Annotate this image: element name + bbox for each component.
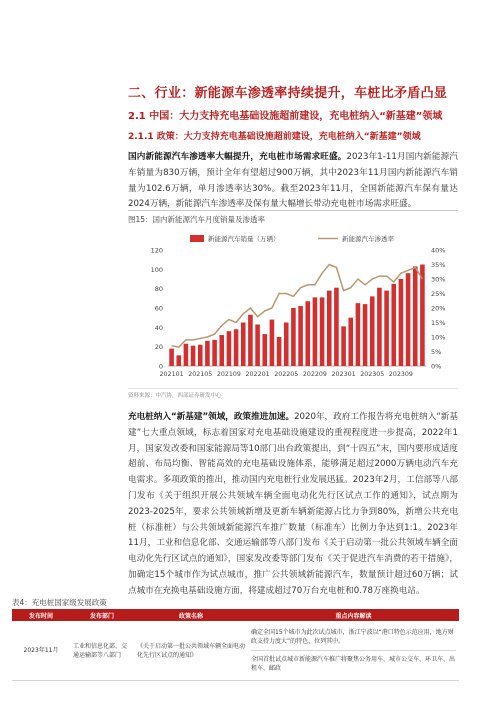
y-left-tick-label: 40 [154,323,163,332]
sales-bar [298,306,303,366]
point-item: 全国首批试点城市新能源汽车推广将聚焦公务用车、城市公交车、环卫车、出租车、邮政 [251,656,456,672]
sales-bar [169,349,174,366]
sales-bar [212,340,217,366]
sales-bar [262,334,267,366]
table-title: 表4：充电桩国家级发展政策 [12,598,107,607]
y-left-tick-label: 100 [150,265,163,274]
y-right-tick-label: 35% [431,261,446,269]
figure-title: 图15：国内新能源汽车月度销量及渗透率 [128,210,458,225]
section-heading: 二、行业：新能源车渗透率持续提升，车桩比矛盾凸显 [128,86,448,101]
sales-bar [284,323,289,367]
header-policy: 政策名称 [134,609,248,621]
paragraph-policy-body: 2020年，政府工作报告将充电桩纳入“新基建”七大重点领域，标志着国家对充电基础设施建设的重视程度进一步提高，2022年1月，国家发改委和国家能源局等10部门出台政策提出，到“十四五”末，国内要形成适度超前、布局均衡、智能高效的充电基础设施体系，能够满足超过2000万辆电动汽车充电需求。多项政策的推出，推动国内充电桩行业发展迅猛。2023年2月，工信部等八部门发布《关于组织开展公共领域车辆全面电动化先行区试点工作的通知》，试点期为2023-2025年，要求公共领域新增及更新车辆新能源占比力争到80%，新增公共充电桩（标准桩）与公共领域新能源汽车推广数量（标准车）比例力争达到1:1。2023年11月，工业和信息化部、交通运输部等八部门发布《关于启动第一批公共领域车辆全面电动化先行区试点的通知》，国家发改委等部门发布《关于促进汽车消费的若干措施》，加确定15个城市作为试点城市，推广公共领域新能源汽车，数量预计超过60万辆；试点城市在充换电基础设施方面，将建成超过70万台充电桩和0.78万座换电站。 [128,412,458,596]
x-tick-label: 202101 [159,371,184,378]
y-left-tick-label: 120 [150,246,163,255]
sales-bar [241,323,246,367]
sales-bar [176,355,181,366]
x-tick-label: 202209 [302,371,327,378]
sales-bar [227,331,232,366]
paragraph-sales-body: 2023年1-11月国内新能源汽车销量为830万辆，预计全年有望超过900万辆，其中2023年11月国内新能源汽车销量为102.6万辆，单月渗透率达30%。截至2023年11月，全国新能源汽车保有量达2024万辆，新能源汽车渗透率及保有量大幅增长带动充电桩市场需求旺盛。 [128,152,458,210]
sales-bar [291,308,296,366]
sales-bar [327,291,332,366]
x-tick-label: 202205 [274,371,299,378]
sales-bar [348,318,353,366]
table-row [12,621,459,681]
x-tick-label: 202309 [388,371,413,378]
sales-bar [384,291,389,366]
policy-table [12,609,459,681]
header-points: 重点内容解读 [248,609,459,621]
sales-bar [334,288,339,366]
subsection-heading: 2.1 中国：大力支持充电基础设施超前建设，充电桩纳入“新基建”领域 [128,111,443,122]
sales-bar [255,324,260,366]
legend-label-penetration: 新能源汽车渗透率 [342,235,394,243]
y-right-tick-label: 20% [431,304,446,313]
paragraph-sales-lead: 国内新能源汽车渗透率大幅提升，充电桩市场需求旺盛。 [128,152,347,162]
sales-bar [320,297,325,366]
cell-policy: 《关于启动第一批公共领域车辆全面电动化先行区试点的通知》 [134,621,248,681]
cell-date: 2023年11月 [12,621,70,681]
y-right-tick-label: 25% [431,290,446,298]
x-tick-label: 202201 [245,371,270,378]
sales-bar [234,329,239,366]
sales-bar [356,303,361,366]
sales-bar [341,326,346,366]
sales-bar [198,345,203,366]
y-right-tick-label: 40% [431,246,446,255]
y-left-tick-label: 80 [154,285,163,294]
point-item: 确定全国15个城市为此次试点城市，浙江宁波以“港口特色示范应用，地方财政支持力度大”的特色，位列其中。 [251,624,456,651]
sales-bar [191,346,196,366]
y-right-tick-label: 5% [431,348,442,356]
paragraph-policy [128,410,458,600]
sales-bar [219,335,224,366]
table-header-row [12,609,459,621]
sales-bar [184,344,189,366]
sales-bar [420,265,425,367]
sales-bar [270,320,275,366]
y-left-tick-label: 20 [154,343,163,352]
sales-bar [399,279,404,366]
cell-points [248,621,459,681]
sales-bar [248,315,253,366]
sales-bar [363,304,368,366]
x-tick-label: 202105 [188,371,213,378]
sales-bar [205,341,210,366]
sub-subsection-heading: 2.1.1 政策：大力支持充电基础设施超前建设，充电桩纳入“新基建”领域 [128,132,421,142]
y-left-tick-label: 60 [154,304,163,313]
sales-penetration-chart [128,228,458,386]
header-dept: 发布部门 [70,609,134,621]
sales-bar [277,337,282,366]
legend-label-sales: 新能源汽车销量（万辆） [208,235,280,243]
y-left-tick-label: 0 [158,362,163,371]
x-tick-label: 202305 [360,371,385,378]
sales-bar [313,297,318,366]
legend-swatch-sales [190,235,204,242]
y-right-tick-label: 0% [431,362,442,371]
sales-bar [305,301,310,366]
paragraph-sales [128,150,458,213]
sales-bar [377,288,382,366]
sales-bar [391,284,396,366]
x-tick-label: 202109 [216,371,241,378]
y-right-tick-label: 30% [431,275,446,284]
figure-source: 资料来源：中汽协，西部证券研发中心 [128,388,458,399]
header-date: 发布时间 [12,609,70,621]
cell-dept: 工业和信息化部、交通运输部等八部门 [70,621,134,681]
sales-bar [406,273,411,366]
sales-bar [370,296,375,366]
y-right-tick-label: 15% [431,319,446,327]
y-right-tick-label: 10% [431,333,446,342]
x-tick-label: 202301 [331,371,356,378]
paragraph-policy-lead: 充电桩纳入“新基建”领域，政策推进加速。 [128,412,295,422]
sales-bar [413,266,418,366]
